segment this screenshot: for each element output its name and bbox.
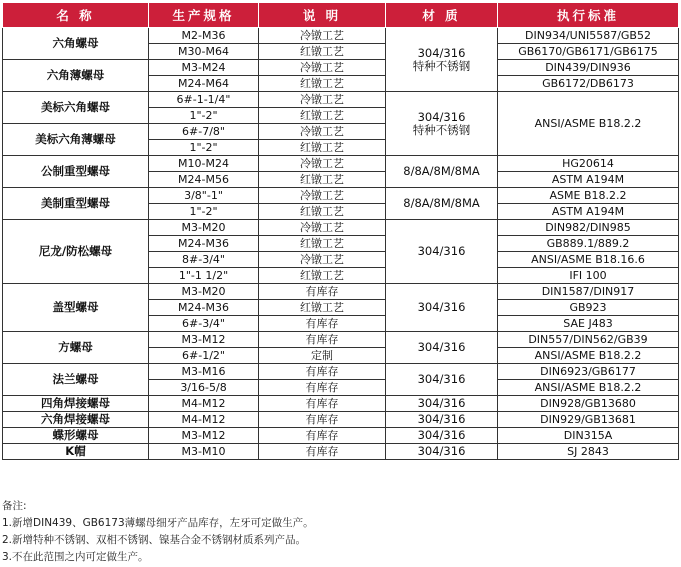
desc-cell: 冷镦工艺: [259, 220, 386, 236]
spec-cell: M4-M12: [149, 396, 259, 412]
standard-cell: DIN982/DIN985: [498, 220, 679, 236]
standard-cell: ASTM A194M: [498, 204, 679, 220]
material-cell: 304/316 特种不锈钢: [386, 92, 498, 156]
table-row: [3, 364, 679, 380]
desc-cell: 红镦工艺: [259, 44, 386, 60]
table-header-row: [3, 3, 679, 28]
standard-cell: SJ 2843: [498, 444, 679, 460]
notes-title: 备注:: [2, 500, 27, 512]
standard-cell: DIN1587/DIN917: [498, 284, 679, 300]
product-name-cell: 六角焊接螺母: [3, 412, 149, 428]
standard-cell: ANSI/ASME B18.2.2: [498, 380, 679, 396]
spec-cell: 1"-2": [149, 204, 259, 220]
standard-cell: HG20614: [498, 156, 679, 172]
material-cell: 304/316: [386, 284, 498, 332]
note-item: 1.新增DIN439、GB6173薄螺母细牙产品库存，左牙可定做生产。: [2, 517, 314, 529]
desc-cell: 红镦工艺: [259, 108, 386, 124]
product-name-cell: 美标六角薄螺母: [3, 124, 149, 156]
table-row: [3, 332, 679, 348]
desc-cell: 有库存: [259, 412, 386, 428]
standard-cell: ANSI/ASME B18.16.6: [498, 252, 679, 268]
material-cell: 304/316: [386, 364, 498, 396]
spec-cell: M3-M12: [149, 428, 259, 444]
desc-cell: 冷镦工艺: [259, 252, 386, 268]
product-name-cell: 蝶形螺母: [3, 428, 149, 444]
desc-cell: 定制: [259, 348, 386, 364]
spec-cell: 1"-1 1/2": [149, 268, 259, 284]
spec-cell: 6#-3/4": [149, 316, 259, 332]
product-name-cell: 四角焊接螺母: [3, 396, 149, 412]
standard-cell: SAE J483: [498, 316, 679, 332]
standard-cell: DIN557/DIN562/GB39: [498, 332, 679, 348]
table-row: [3, 28, 679, 44]
desc-cell: 红镦工艺: [259, 204, 386, 220]
header-standard: 执行标准: [498, 3, 679, 28]
standard-cell: GB889.1/889.2: [498, 236, 679, 252]
standard-cell: DIN929/GB13681: [498, 412, 679, 428]
desc-cell: 有库存: [259, 284, 386, 300]
spec-cell: M3-M20: [149, 284, 259, 300]
material-cell: 304/316: [386, 332, 498, 364]
material-cell: 304/316: [386, 220, 498, 284]
desc-cell: 冷镦工艺: [259, 156, 386, 172]
table-row: [3, 444, 679, 460]
spec-cell: M3-M16: [149, 364, 259, 380]
table-row: [3, 428, 679, 444]
header-spec: 生产规格: [149, 3, 259, 28]
spec-cell: M24-M36: [149, 300, 259, 316]
standard-cell: DIN934/UNI5587/GB52: [498, 28, 679, 44]
product-name-cell: 美制重型螺母: [3, 188, 149, 220]
header-material: 材 质: [386, 3, 498, 28]
desc-cell: 冷镦工艺: [259, 124, 386, 140]
desc-cell: 红镦工艺: [259, 236, 386, 252]
standard-cell: DIN315A: [498, 428, 679, 444]
material-cell: 8/8A/8M/8MA: [386, 156, 498, 188]
table-row: [3, 60, 679, 76]
header-name: 名 称: [3, 3, 149, 28]
spec-cell: 3/8"-1": [149, 188, 259, 204]
desc-cell: 冷镦工艺: [259, 60, 386, 76]
spec-cell: M3-M24: [149, 60, 259, 76]
desc-cell: 冷镦工艺: [259, 28, 386, 44]
standard-cell: ASME B18.2.2: [498, 188, 679, 204]
standard-cell: DIN439/DIN936: [498, 60, 679, 76]
product-name-cell: 六角螺母: [3, 28, 149, 60]
desc-cell: 有库存: [259, 364, 386, 380]
table-row: [3, 188, 679, 204]
table-body: [3, 28, 679, 460]
desc-cell: 有库存: [259, 444, 386, 460]
spec-cell: 1"-2": [149, 140, 259, 156]
product-name-cell: 法兰螺母: [3, 364, 149, 396]
table-row: [3, 220, 679, 236]
spec-cell: 6#-1/2": [149, 348, 259, 364]
standard-cell: DIN928/GB13680: [498, 396, 679, 412]
standard-cell: IFI 100: [498, 268, 679, 284]
table-row: [3, 92, 679, 108]
spec-cell: M2-M36: [149, 28, 259, 44]
spec-cell: M4-M12: [149, 412, 259, 428]
note-item: 3.不在此范围之内可定做生产。: [2, 551, 149, 563]
spec-cell: M30-M64: [149, 44, 259, 60]
spec-cell: M3-M10: [149, 444, 259, 460]
desc-cell: 有库存: [259, 380, 386, 396]
desc-cell: 红镦工艺: [259, 140, 386, 156]
material-cell: 304/316: [386, 412, 498, 428]
standard-cell: GB6170/GB6171/GB6175: [498, 44, 679, 60]
product-name-cell: 方螺母: [3, 332, 149, 364]
material-cell: 304/316 特种不锈钢: [386, 28, 498, 92]
desc-cell: 冷镦工艺: [259, 92, 386, 108]
product-name-cell: 公制重型螺母: [3, 156, 149, 188]
table-row: [3, 284, 679, 300]
desc-cell: 红镦工艺: [259, 76, 386, 92]
spec-cell: M3-M20: [149, 220, 259, 236]
standard-cell: GB6172/DB6173: [498, 76, 679, 92]
product-name-cell: 美标六角螺母: [3, 92, 149, 124]
product-name-cell: 六角薄螺母: [3, 60, 149, 92]
spec-cell: M24-M64: [149, 76, 259, 92]
desc-cell: 红镦工艺: [259, 300, 386, 316]
material-cell: 304/316: [386, 396, 498, 412]
spec-cell: 6#-1-1/4": [149, 92, 259, 108]
spec-cell: 1"-2": [149, 108, 259, 124]
spec-cell: M3-M12: [149, 332, 259, 348]
spec-cell: 6#-7/8": [149, 124, 259, 140]
table-row: [3, 156, 679, 172]
spec-cell: M10-M24: [149, 156, 259, 172]
desc-cell: 红镦工艺: [259, 268, 386, 284]
standard-cell: DIN6923/GB6177: [498, 364, 679, 380]
desc-cell: 有库存: [259, 332, 386, 348]
table-row: [3, 396, 679, 412]
spec-cell: M24-M56: [149, 172, 259, 188]
notes-section: [2, 498, 314, 566]
product-name-cell: K帽: [3, 444, 149, 460]
standard-cell: ANSI/ASME B18.2.2: [498, 348, 679, 364]
spec-cell: M24-M36: [149, 236, 259, 252]
material-cell: 304/316: [386, 428, 498, 444]
note-item: 2.新增特种不锈钢、双相不锈钢、镍基合金不锈钢材质系列产品。: [2, 534, 307, 546]
material-cell: 8/8A/8M/8MA: [386, 188, 498, 220]
desc-cell: 红镦工艺: [259, 172, 386, 188]
product-name-cell: 尼龙/防松螺母: [3, 220, 149, 284]
table-row: [3, 412, 679, 428]
spec-cell: 3/16-5/8: [149, 380, 259, 396]
standard-cell: ANSI/ASME B18.2.2: [498, 92, 679, 156]
header-desc: 说 明: [259, 3, 386, 28]
desc-cell: 有库存: [259, 428, 386, 444]
standard-cell: GB923: [498, 300, 679, 316]
material-cell: 304/316: [386, 444, 498, 460]
desc-cell: 有库存: [259, 396, 386, 412]
product-name-cell: 盖型螺母: [3, 284, 149, 332]
desc-cell: 有库存: [259, 316, 386, 332]
spec-cell: 8#-3/4": [149, 252, 259, 268]
product-spec-table: [2, 2, 679, 460]
standard-cell: ASTM A194M: [498, 172, 679, 188]
desc-cell: 冷镦工艺: [259, 188, 386, 204]
